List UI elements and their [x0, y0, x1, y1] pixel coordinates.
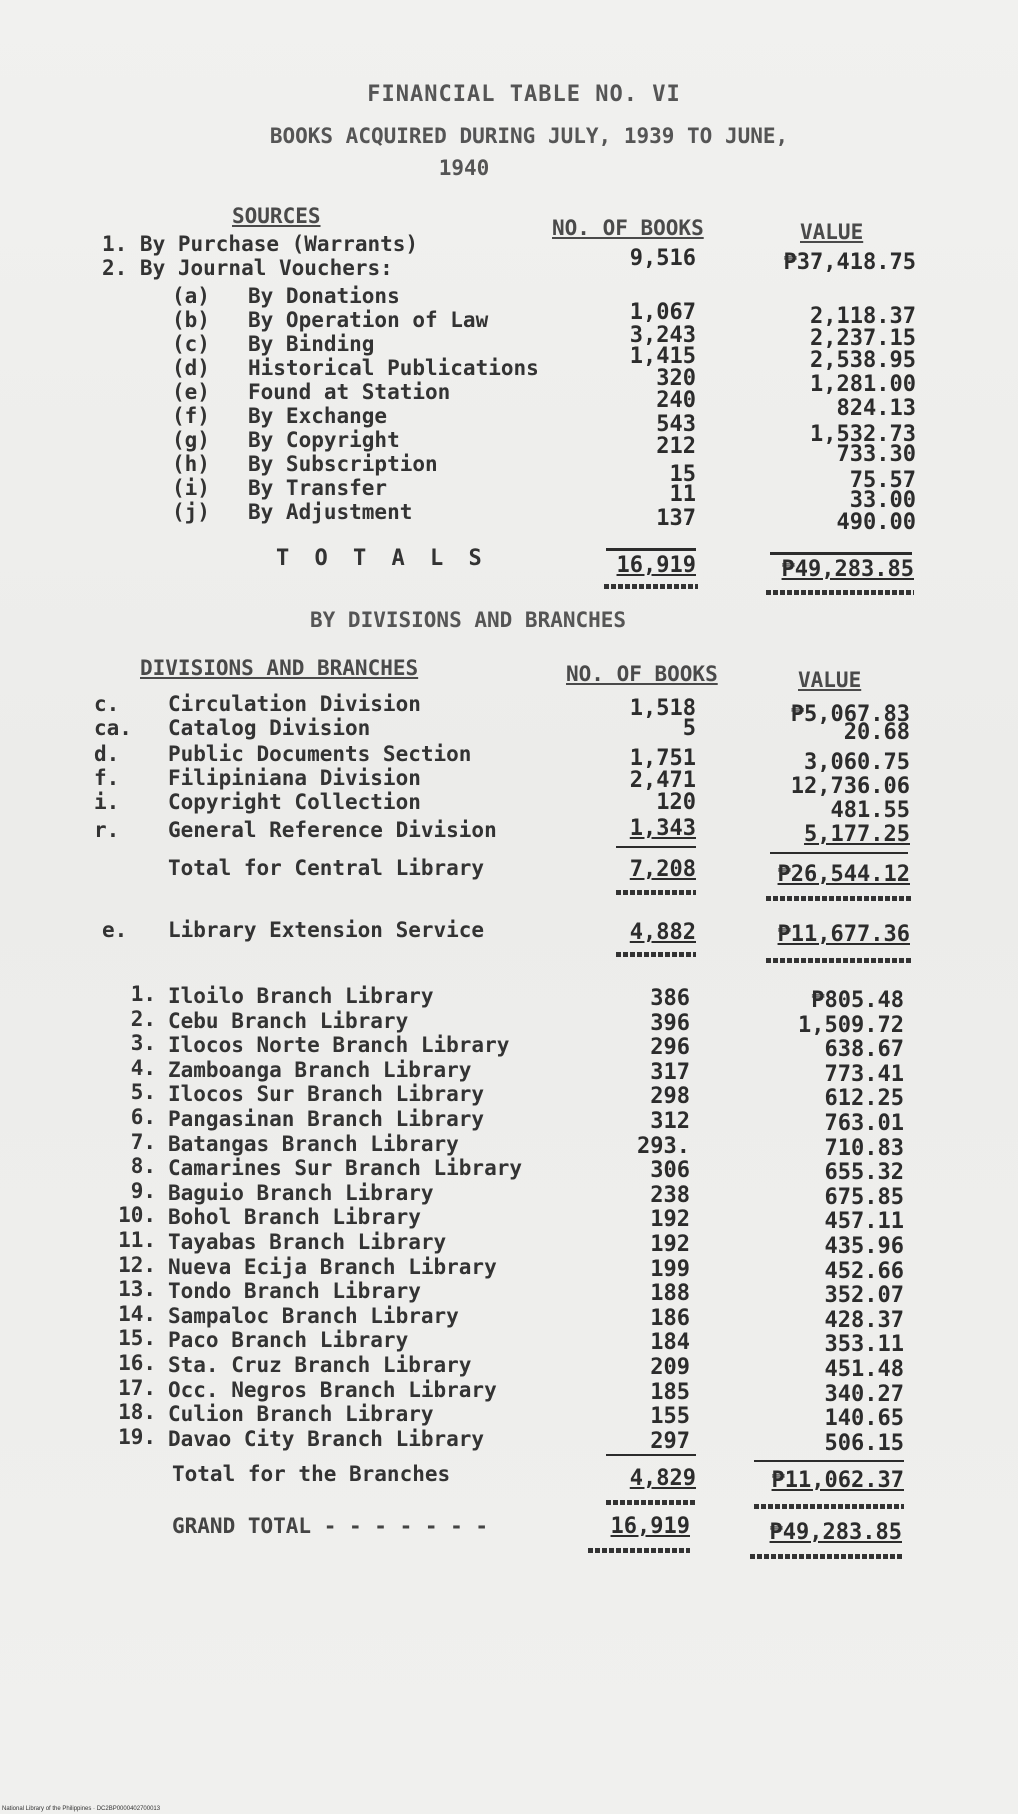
division-code: ca. [94, 716, 132, 740]
grand-total-label: GRAND TOTAL - - - - - - - [172, 1514, 489, 1538]
source-subrow-label: Found at Station [248, 380, 451, 404]
branch-number: 5. [130, 1080, 156, 1104]
division-code: d. [94, 742, 120, 766]
branch-number: 12. [118, 1253, 156, 1277]
central-books-rule [616, 846, 696, 848]
branch-number: 11. [118, 1228, 156, 1252]
division-value: 20.68 [843, 720, 910, 745]
branches-value-rule [754, 1460, 904, 1462]
division-label: General Reference Division [168, 818, 497, 842]
extension-value-double-rule [766, 958, 912, 963]
division-value: 12,736.06 [790, 774, 910, 799]
branch-value: 710.83 [824, 1136, 904, 1161]
branch-books: 209 [650, 1355, 690, 1380]
source-subrow-letter: (g) [172, 428, 210, 452]
branch-books: 186 [650, 1306, 690, 1331]
branch-books: 155 [650, 1404, 690, 1429]
branch-number: 4. [130, 1056, 156, 1080]
source-subrow-label: By Donations [248, 284, 400, 308]
branch-books: 199 [650, 1257, 690, 1282]
source-subrow-books: 212 [656, 434, 696, 459]
source-subrow-value: 2,237.15 [810, 326, 916, 351]
grand-value-double-rule [750, 1554, 902, 1559]
branch-books: 184 [650, 1330, 690, 1355]
branch-number: 18. [118, 1400, 156, 1424]
branches-books-double-rule [606, 1500, 696, 1505]
branch-books: 312 [650, 1109, 690, 1134]
source-subrow-letter: (b) [172, 308, 210, 332]
source-subrow-books: 15 [669, 462, 696, 487]
sources-value-double-rule [766, 590, 914, 595]
source-subrow-label: By Adjustment [248, 500, 413, 524]
branch-value: ₱805.48 [811, 988, 904, 1013]
branch-value: 435.96 [824, 1234, 904, 1259]
branch-value: 457.11 [824, 1209, 904, 1234]
division-books: 1,518 [629, 696, 696, 721]
division-books: 1,751 [629, 746, 696, 771]
table-subtitle-line2: 1940 [438, 156, 490, 180]
source-subrow-books: 11 [669, 482, 696, 507]
branch-value: 675.85 [824, 1185, 904, 1210]
source-subrow-value: 2,538.95 [810, 348, 916, 373]
sources-books-double-rule [604, 584, 698, 589]
sources-books-rule [606, 548, 696, 551]
source-subrow-value: 1,281.00 [810, 372, 916, 397]
branch-books: 293. [637, 1134, 690, 1159]
branch-value: 352.07 [824, 1283, 904, 1308]
division-books: 1,343 [629, 816, 696, 841]
branch-number: 17. [118, 1376, 156, 1400]
source-subrow-value: 1,532.73 [810, 422, 916, 447]
extension-value: ₱11,677.36 [777, 922, 910, 947]
division-value: 5,177.25 [804, 822, 910, 847]
source-subrow-value: 824.13 [836, 396, 916, 421]
source-subrow-label: By Binding [248, 332, 375, 356]
table-subtitle-line1: BOOKS ACQUIRED DURING JULY, 1939 TO JUNE, [269, 124, 789, 148]
source-subrow-letter: (d) [172, 356, 210, 380]
source-subrow-label: Historical Publications [248, 356, 539, 380]
division-books: 120 [656, 790, 696, 815]
branch-number: 1. [130, 982, 156, 1006]
archive-footer: National Library of the Philippines · DC2BP0000402700013 [2, 1806, 161, 1812]
source-subrow-books: 320 [656, 366, 696, 391]
branch-number: 6. [130, 1105, 156, 1129]
source-subrow-value: 33.00 [849, 488, 916, 513]
extension-books: 4,882 [629, 920, 696, 945]
source-subrow-value: 733.30 [836, 442, 916, 467]
branch-label: Ilocos Norte Branch Library [168, 1033, 510, 1057]
branch-label: Batangas Branch Library [168, 1132, 459, 1156]
source-row-books: 9,516 [629, 246, 696, 271]
division-books: 5 [682, 716, 696, 741]
division-label: Copyright Collection [168, 790, 421, 814]
source-row-label: 2. By Journal Vouchers: [102, 256, 393, 280]
source-subrow-label: By Copyright [248, 428, 400, 452]
branch-number: 13. [118, 1277, 156, 1301]
division-value: ₱5,067.83 [790, 702, 910, 727]
source-subrow-books: 3,243 [629, 323, 696, 348]
table-title: FINANCIAL TABLE NO. VI [367, 82, 681, 107]
extension-label: Library Extension Service [168, 918, 485, 942]
source-subrow-books: 1,415 [629, 344, 696, 369]
grand-total-value: ₱49,283.85 [769, 1520, 902, 1545]
branch-books: 298 [650, 1084, 690, 1109]
division-value: 481.55 [830, 798, 910, 823]
branch-books: 297 [650, 1429, 690, 1454]
branch-books: 306 [650, 1158, 690, 1183]
source-subrow-books: 1,067 [629, 300, 696, 325]
branch-value: 612.25 [824, 1086, 904, 1111]
division-code: r. [94, 818, 120, 842]
source-subrow-letter: (c) [172, 332, 210, 356]
source-subrow-label: By Transfer [248, 476, 388, 500]
branch-number: 14. [118, 1302, 156, 1326]
branch-value: 763.01 [824, 1111, 904, 1136]
branch-value: 428.37 [824, 1308, 904, 1333]
source-subrow-label: By Subscription [248, 452, 438, 476]
central-value-rule [770, 852, 908, 854]
branch-books: 317 [650, 1060, 690, 1085]
grand-total-books: 16,919 [610, 1514, 690, 1539]
branch-label: Bohol Branch Library [168, 1205, 421, 1229]
source-subrow-label: By Exchange [248, 404, 388, 428]
branch-books: 192 [650, 1232, 690, 1257]
source-subrow-letter: (i) [172, 476, 210, 500]
branch-value: 1,509.72 [798, 1013, 904, 1038]
sources-totals-label: T O T A L S [276, 546, 488, 571]
source-subrow-value: 2,118.37 [810, 304, 916, 329]
branch-label: Davao City Branch Library [168, 1427, 485, 1451]
branch-label: Tayabas Branch Library [168, 1230, 447, 1254]
branch-label: Zamboanga Branch Library [168, 1058, 472, 1082]
branch-value: 140.65 [824, 1406, 904, 1431]
branch-value: 340.27 [824, 1382, 904, 1407]
branch-label: Ilocos Sur Branch Library [168, 1082, 485, 1106]
source-subrow-letter: (j) [172, 500, 210, 524]
sources-totals-books: 16,919 [616, 553, 696, 578]
branch-label: Iloilo Branch Library [168, 984, 434, 1008]
branches-total-label: Total for the Branches [172, 1462, 451, 1486]
branches-value-double-rule [754, 1504, 904, 1509]
branch-number: 2. [130, 1007, 156, 1031]
division-books: 2,471 [629, 768, 696, 793]
divisions-books-header: NO. OF BOOKS [566, 662, 718, 686]
branch-label: Culion Branch Library [168, 1402, 434, 1426]
branch-label: Cebu Branch Library [168, 1009, 409, 1033]
branch-books: 192 [650, 1207, 690, 1232]
extension-code: e. [102, 918, 128, 942]
divisions-value-header: VALUE [798, 668, 862, 692]
division-code: i. [94, 790, 120, 814]
sources-header: SOURCES [232, 204, 321, 228]
branch-value: 773.41 [824, 1062, 904, 1087]
central-total-value: ₱26,544.12 [777, 862, 910, 887]
branch-label: Pangasinan Branch Library [168, 1107, 485, 1131]
branch-value: 353.11 [824, 1332, 904, 1357]
branch-label: Baguio Branch Library [168, 1181, 434, 1205]
branch-number: 15. [118, 1326, 156, 1350]
branch-books: 396 [650, 1011, 690, 1036]
sources-value-header: VALUE [800, 220, 864, 244]
source-subrow-books: 137 [656, 506, 696, 531]
branch-value: 506.15 [824, 1431, 904, 1456]
source-subrow-letter: (a) [172, 284, 210, 308]
source-subrow-letter: (h) [172, 452, 210, 476]
branch-books: 238 [650, 1183, 690, 1208]
branch-number: 10. [118, 1203, 156, 1227]
central-total-books: 7,208 [629, 857, 696, 882]
branch-books: 185 [650, 1380, 690, 1405]
branch-number: 7. [130, 1130, 156, 1154]
branch-books: 296 [650, 1035, 690, 1060]
branch-number: 3. [130, 1031, 156, 1055]
branches-total-value: ₱11,062.37 [771, 1468, 904, 1493]
branch-number: 9. [130, 1179, 156, 1203]
branch-label: Camarines Sur Branch Library [168, 1156, 523, 1180]
branch-label: Occ. Negros Branch Library [168, 1378, 497, 1402]
source-row-label: 1. By Purchase (Warrants) [102, 232, 419, 256]
division-code: f. [94, 766, 120, 790]
source-row-value: ₱37,418.75 [783, 250, 916, 275]
branch-label: Paco Branch Library [168, 1328, 409, 1352]
branch-number: 8. [130, 1154, 156, 1178]
source-subrow-letter: (f) [172, 404, 210, 428]
branch-label: Nueva Ecija Branch Library [168, 1255, 497, 1279]
division-label: Public Documents Section [168, 742, 472, 766]
branches-books-rule [606, 1454, 696, 1456]
branch-label: Tondo Branch Library [168, 1279, 421, 1303]
branch-number: 16. [118, 1351, 156, 1375]
branch-books: 188 [650, 1281, 690, 1306]
sources-value-rule [770, 552, 912, 555]
branch-label: Sampaloc Branch Library [168, 1304, 459, 1328]
branch-value: 451.48 [824, 1357, 904, 1382]
division-label: Catalog Division [168, 716, 371, 740]
sources-books-header: NO. OF BOOKS [552, 216, 704, 240]
central-value-double-rule [766, 896, 912, 901]
source-subrow-books: 240 [656, 388, 696, 413]
branch-value: 655.32 [824, 1160, 904, 1185]
branch-books: 386 [650, 986, 690, 1011]
branch-value: 638.67 [824, 1037, 904, 1062]
source-subrow-label: By Operation of Law [248, 308, 489, 332]
division-code: c. [94, 692, 120, 716]
source-subrow-value: 75.57 [849, 468, 916, 493]
branch-number: 19. [118, 1425, 156, 1449]
divisions-header: DIVISIONS AND BRANCHES [140, 656, 419, 680]
branch-label: Sta. Cruz Branch Library [168, 1353, 472, 1377]
central-books-double-rule [616, 890, 696, 895]
divisions-heading: BY DIVISIONS AND BRANCHES [310, 608, 627, 632]
source-subrow-books: 543 [656, 412, 696, 437]
source-subrow-letter: (e) [172, 380, 210, 404]
grand-books-double-rule [588, 1548, 690, 1553]
source-subrow-value: 490.00 [836, 510, 916, 535]
central-total-label: Total for Central Library [168, 856, 485, 880]
branches-total-books: 4,829 [629, 1466, 696, 1491]
sources-totals-value: ₱49,283.85 [781, 557, 914, 582]
division-value: 3,060.75 [804, 750, 910, 775]
extension-books-double-rule [616, 952, 696, 957]
branch-value: 452.66 [824, 1259, 904, 1284]
division-label: Circulation Division [168, 692, 421, 716]
division-label: Filipiniana Division [168, 766, 421, 790]
